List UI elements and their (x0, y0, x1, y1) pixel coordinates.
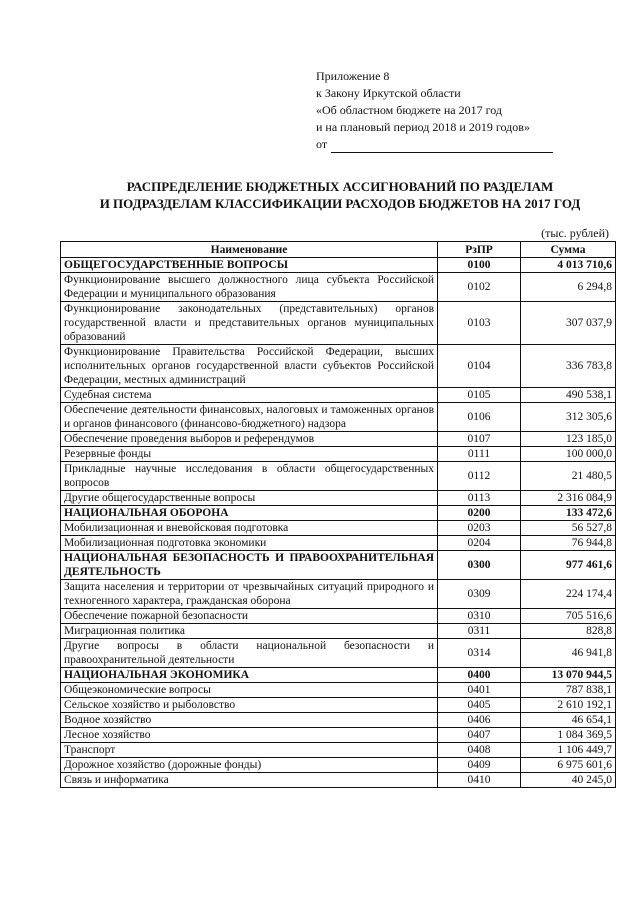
table-row (61, 273, 616, 302)
unit-label: (тыс. рублей) (541, 226, 609, 240)
cell-name: Сельское хозяйство и рыболовство (61, 698, 438, 713)
table-body (61, 258, 616, 788)
table-row (61, 345, 616, 388)
table-row (61, 728, 616, 743)
cell-sum: 100 000,0 (521, 447, 616, 462)
table-section-row (61, 668, 616, 683)
cell-code: 0100 (438, 258, 521, 273)
table-row (61, 491, 616, 506)
table-row (61, 743, 616, 758)
date-blank-line (331, 140, 553, 153)
header-name: Наименование (61, 242, 438, 258)
document-title (40, 178, 640, 212)
cell-sum: 6 975 601,6 (521, 758, 616, 773)
table-section-row (61, 506, 616, 521)
cell-name: Защита населения и территории от чрезвычайных ситуаций природного и техногенного характера, гражданская оборона (61, 580, 438, 609)
table-row (61, 773, 616, 788)
cell-code: 0310 (438, 609, 521, 624)
cell-code: 0111 (438, 447, 521, 462)
table-row (61, 388, 616, 403)
cell-code: 0408 (438, 743, 521, 758)
cell-sum: 21 480,5 (521, 462, 616, 491)
cell-name: Обеспечение пожарной безопасности (61, 609, 438, 624)
cell-name: Другие общегосударственные вопросы (61, 491, 438, 506)
cell-code: 0106 (438, 403, 521, 432)
table-row (61, 536, 616, 551)
table-row (61, 447, 616, 462)
cell-sum: 828,8 (521, 624, 616, 639)
cell-name: Функционирование высшего должностного лица субъекта Российской Федерации и муниципального образования (61, 273, 438, 302)
table-row (61, 432, 616, 447)
cell-sum: 133 472,6 (521, 506, 616, 521)
appendix-date-line (316, 136, 553, 153)
cell-name: Другие вопросы в области национальной безопасности и правоохранительной деятельности (61, 639, 438, 668)
cell-code: 0311 (438, 624, 521, 639)
cell-code: 0103 (438, 302, 521, 345)
cell-name: НАЦИОНАЛЬНАЯ ЭКОНОМИКА (61, 668, 438, 683)
cell-sum: 123 185,0 (521, 432, 616, 447)
cell-name: Мобилизационная и вневойсковая подготовка (61, 521, 438, 536)
cell-name: Водное хозяйство (61, 713, 438, 728)
cell-code: 0405 (438, 698, 521, 713)
cell-name: Связь и информатика (61, 773, 438, 788)
appendix-date-label: от (316, 137, 328, 151)
cell-code: 0309 (438, 580, 521, 609)
cell-code: 0107 (438, 432, 521, 447)
cell-code: 0203 (438, 521, 521, 536)
cell-sum: 46 654,1 (521, 713, 616, 728)
appendix-line: и на плановый период 2018 и 2019 годов» (316, 120, 530, 134)
cell-code: 0401 (438, 683, 521, 698)
cell-name: ОБЩЕГОСУДАРСТВЕННЫЕ ВОПРОСЫ (61, 258, 438, 273)
cell-code: 0400 (438, 668, 521, 683)
cell-name: Прикладные научные исследования в области общегосударственных вопросов (61, 462, 438, 491)
cell-code: 0300 (438, 551, 521, 580)
cell-sum: 490 538,1 (521, 388, 616, 403)
cell-name: НАЦИОНАЛЬНАЯ БЕЗОПАСНОСТЬ И ПРАВООХРАНИТЕЛЬНАЯ ДЕЯТЕЛЬНОСТЬ (61, 551, 438, 580)
cell-name: Обеспечение деятельности финансовых, налоговых и таможенных органов и органов финансового (финансово-бюджетного) надзора (61, 403, 438, 432)
cell-code: 0314 (438, 639, 521, 668)
table-row (61, 302, 616, 345)
table-row (61, 403, 616, 432)
cell-name: Резервные фонды (61, 447, 438, 462)
budget-table (60, 241, 616, 788)
cell-name: Транспорт (61, 743, 438, 758)
cell-sum: 2 610 192,1 (521, 698, 616, 713)
cell-code: 0113 (438, 491, 521, 506)
table-section-row (61, 258, 616, 273)
cell-name: Обеспечение проведения выборов и референдумов (61, 432, 438, 447)
cell-name: Судебная система (61, 388, 438, 403)
table-section-row (61, 551, 616, 580)
cell-code: 0105 (438, 388, 521, 403)
table-row (61, 580, 616, 609)
table-row (61, 639, 616, 668)
cell-sum: 1 106 449,7 (521, 743, 616, 758)
cell-sum: 6 294,8 (521, 273, 616, 302)
cell-sum: 312 305,6 (521, 403, 616, 432)
cell-sum: 336 783,8 (521, 345, 616, 388)
cell-name: Функционирование законодательных (представительных) органов государственной власти и представительных органов муниципальных образований (61, 302, 438, 345)
title-line: РАСПРЕДЕЛЕНИЕ БЮДЖЕТНЫХ АССИГНОВАНИЙ ПО РАЗДЕЛАМ (126, 179, 554, 194)
title-line: И ПОДРАЗДЕЛАМ КЛАССИФИКАЦИИ РАСХОДОВ БЮДЖЕТОВ НА 2017 ГОД (99, 196, 581, 211)
cell-sum: 76 944,8 (521, 536, 616, 551)
cell-sum: 13 070 944,5 (521, 668, 616, 683)
cell-sum: 56 527,8 (521, 521, 616, 536)
cell-sum: 787 838,1 (521, 683, 616, 698)
appendix-line: Приложение 8 (316, 69, 390, 83)
cell-sum: 977 461,6 (521, 551, 616, 580)
table-row (61, 713, 616, 728)
cell-name: НАЦИОНАЛЬНАЯ ОБОРОНА (61, 506, 438, 521)
table-row (61, 624, 616, 639)
cell-code: 0406 (438, 713, 521, 728)
cell-sum: 40 245,0 (521, 773, 616, 788)
cell-name: Мобилизационная подготовка экономики (61, 536, 438, 551)
cell-code: 0410 (438, 773, 521, 788)
table-row (61, 462, 616, 491)
cell-sum: 2 316 084,9 (521, 491, 616, 506)
table-header-row (61, 242, 616, 258)
cell-sum: 46 941,8 (521, 639, 616, 668)
table-row (61, 683, 616, 698)
cell-name: Миграционная политика (61, 624, 438, 639)
cell-name: Лесное хозяйство (61, 728, 438, 743)
appendix-line: «Об областном бюджете на 2017 год (316, 103, 502, 117)
cell-code: 0104 (438, 345, 521, 388)
cell-sum: 224 174,4 (521, 580, 616, 609)
cell-name: Дорожное хозяйство (дорожные фонды) (61, 758, 438, 773)
cell-code: 0409 (438, 758, 521, 773)
header-code: РзПР (438, 242, 521, 258)
cell-name: Общеэкономические вопросы (61, 683, 438, 698)
appendix-line: к Закону Иркутской области (316, 86, 461, 100)
cell-code: 0112 (438, 462, 521, 491)
cell-sum: 4 013 710,6 (521, 258, 616, 273)
table-row (61, 521, 616, 536)
appendix-header (316, 68, 553, 153)
table-row (61, 758, 616, 773)
cell-sum: 1 084 369,5 (521, 728, 616, 743)
cell-sum: 705 516,6 (521, 609, 616, 624)
cell-code: 0200 (438, 506, 521, 521)
table-row (61, 698, 616, 713)
cell-code: 0102 (438, 273, 521, 302)
cell-code: 0204 (438, 536, 521, 551)
cell-sum: 307 037,9 (521, 302, 616, 345)
cell-code: 0407 (438, 728, 521, 743)
table-row (61, 609, 616, 624)
cell-name: Функционирование Правительства Российской Федерации, высших исполнительных органов государственной власти субъектов Российской Федерации, местных администраций (61, 345, 438, 388)
header-sum: Сумма (521, 242, 616, 258)
